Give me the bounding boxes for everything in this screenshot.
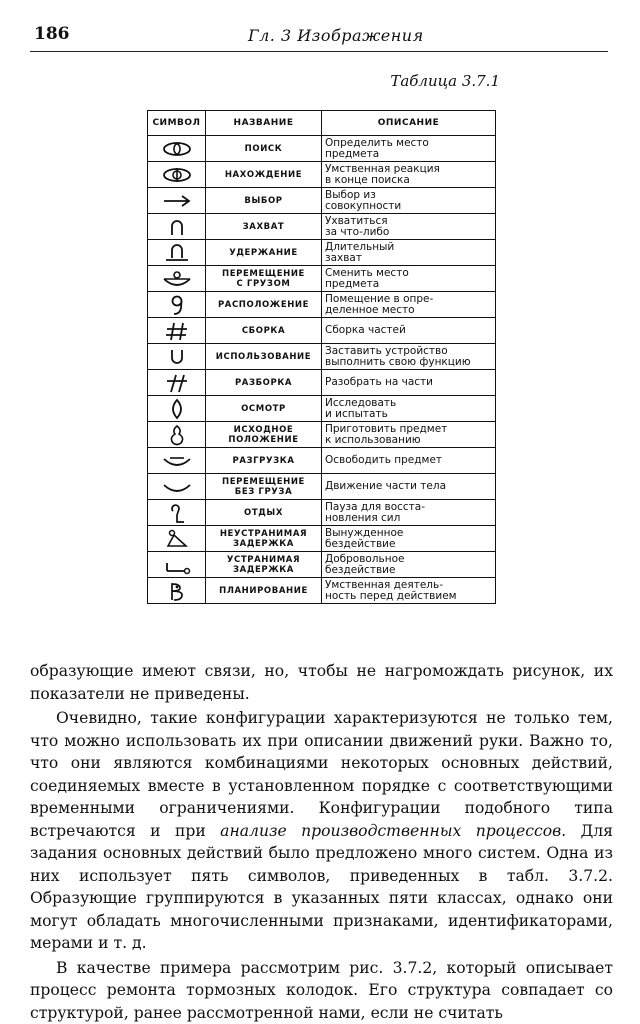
- column-header-name: НАЗВАНИЕ: [206, 111, 322, 136]
- column-header-symbol: СИМВОЛ: [148, 111, 206, 136]
- description-cell: Длительный захват: [322, 240, 496, 266]
- name-cell: УДЕРЖАНИЕ: [206, 240, 322, 266]
- table-row: [148, 188, 496, 214]
- table-row: [148, 578, 496, 604]
- table-row: [148, 344, 496, 370]
- name-cell: ПЕРЕМЕЩЕНИЕ БЕЗ ГРУЗА: [206, 474, 322, 500]
- symbol-cell: [148, 266, 206, 292]
- eye-with-pupil-icon: [157, 164, 197, 186]
- cup-icon: [157, 346, 197, 368]
- table-row: [148, 448, 496, 474]
- name-cell: ОТДЫХ: [206, 500, 322, 526]
- transport-empty-icon: [157, 476, 197, 498]
- description-cell: Освободить предмет: [322, 448, 496, 474]
- hold-icon: [157, 242, 197, 264]
- avoidable-delay-icon: [157, 554, 197, 576]
- symbol-cell: [148, 344, 206, 370]
- symbol-cell: [148, 448, 206, 474]
- description-cell: Приготовить предмет к использованию: [322, 422, 496, 448]
- unavoidable-delay-icon: [157, 528, 197, 550]
- table-row: [148, 396, 496, 422]
- description-cell: Умственная реакция в конце поиска: [322, 162, 496, 188]
- symbol-cell: [148, 214, 206, 240]
- name-cell: ИСПОЛЬЗОВАНИЕ: [206, 344, 322, 370]
- table-row: [148, 370, 496, 396]
- name-cell: ЗАХВАТ: [206, 214, 322, 240]
- page-number: 186: [34, 24, 70, 44]
- table-row: [148, 240, 496, 266]
- emphasis-production-analysis: анализе производственных процессов.: [220, 822, 566, 840]
- name-cell: РАСПОЛОЖЕНИЕ: [206, 292, 322, 318]
- name-cell: РАЗБОРКА: [206, 370, 322, 396]
- description-cell: Определить место предмета: [322, 136, 496, 162]
- release-icon: [157, 450, 197, 472]
- table-row: [148, 136, 496, 162]
- symbol-cell: [148, 500, 206, 526]
- name-cell: СБОРКА: [206, 318, 322, 344]
- symbol-cell: [148, 526, 206, 552]
- symbol-cell: [148, 370, 206, 396]
- name-cell: ОСМОТР: [206, 396, 322, 422]
- header-rule: [30, 51, 608, 52]
- symbols-table: [147, 110, 496, 604]
- paragraph-2: [30, 707, 613, 955]
- arch-icon: [157, 216, 197, 238]
- description-cell: Вынужденное бездействие: [322, 526, 496, 552]
- bowling-pin-icon: [157, 424, 197, 446]
- symbol-cell: [148, 162, 206, 188]
- table-row: [148, 422, 496, 448]
- table-row: [148, 552, 496, 578]
- table-row: [148, 500, 496, 526]
- description-cell: Заставить устройство выполнить свою функцию: [322, 344, 496, 370]
- body-text: [30, 660, 613, 1024]
- name-cell: НАХОЖДЕНИЕ: [206, 162, 322, 188]
- description-cell: Движение части тела: [322, 474, 496, 500]
- table-row: [148, 214, 496, 240]
- symbol-cell: [148, 292, 206, 318]
- symbol-cell: [148, 188, 206, 214]
- transport-loaded-icon: [157, 268, 197, 290]
- symbol-cell: [148, 396, 206, 422]
- table-row: [148, 318, 496, 344]
- symbol-cell: [148, 240, 206, 266]
- position-icon: [157, 294, 197, 316]
- description-cell: Исследовать и испытать: [322, 396, 496, 422]
- name-cell: УСТРАНИМАЯ ЗАДЕРЖКА: [206, 552, 322, 578]
- arrow-icon: [157, 190, 197, 212]
- assemble-icon: [157, 320, 197, 342]
- disassemble-icon: [157, 372, 197, 394]
- description-cell: Умственная деятель- ность перед действием: [322, 578, 496, 604]
- name-cell: ПЕРЕМЕЩЕНИЕ С ГРУЗОМ: [206, 266, 322, 292]
- table-header-row: [148, 111, 496, 136]
- eye-icon: [157, 138, 197, 160]
- description-cell: Выбор из совокупности: [322, 188, 496, 214]
- symbol-cell: [148, 578, 206, 604]
- name-cell: ПЛАНИРОВАНИЕ: [206, 578, 322, 604]
- description-cell: Добровольное бездействие: [322, 552, 496, 578]
- symbol-cell: [148, 552, 206, 578]
- table-row: [148, 474, 496, 500]
- description-cell: Разобрать на части: [322, 370, 496, 396]
- description-cell: Ухватиться за что-либо: [322, 214, 496, 240]
- table-row: [148, 162, 496, 188]
- paragraph-1: образующие имеют связи, но, чтобы не нагромождать рисунок, их показатели не приведены.: [30, 660, 613, 705]
- symbol-cell: [148, 318, 206, 344]
- running-head: Гл. 3 Изображения: [248, 26, 424, 45]
- name-cell: ИСХОДНОЕ ПОЛОЖЕНИЕ: [206, 422, 322, 448]
- name-cell: ВЫБОР: [206, 188, 322, 214]
- table-caption: Таблица 3.7.1: [390, 72, 500, 90]
- table-row: [148, 526, 496, 552]
- name-cell: РАЗГРУЗКА: [206, 448, 322, 474]
- rest-icon: [157, 502, 197, 524]
- description-cell: Помещение в опре- деленное место: [322, 292, 496, 318]
- description-cell: Пауза для восста- новления сил: [322, 500, 496, 526]
- lens-icon: [157, 398, 197, 420]
- table-row: [148, 266, 496, 292]
- symbol-cell: [148, 474, 206, 500]
- plan-icon: [157, 580, 197, 602]
- name-cell: ПОИСК: [206, 136, 322, 162]
- paragraph-2-end: Для задания основных действий было предложено много систем. Одна из них использует пять символов, приведенных в табл. 3.7.2. Образующие группируются в указанных пяти классах, однако они могут обладать многочисленными признаками, идентификаторами, мерами и т. д.: [30, 822, 613, 953]
- symbol-cell: [148, 136, 206, 162]
- column-header-description: ОПИСАНИЕ: [322, 111, 496, 136]
- name-cell: НЕУСТРАНИМАЯ ЗАДЕРЖКА: [206, 526, 322, 552]
- paragraph-2-start: Очевидно, такие конфигурации характеризуются не только тем, что можно использовать их при описании движений руки. Важно то, что они являются комбинациями некоторых основных действий, соединяемых вместе в установленном порядке с соответствующими временными ограничениями. Конфигурации подобного типа встречаются и при: [30, 709, 613, 840]
- table-row: [148, 292, 496, 318]
- description-cell: Сменить место предмета: [322, 266, 496, 292]
- symbol-cell: [148, 422, 206, 448]
- paragraph-3: В качестве примера рассмотрим рис. 3.7.2, который описывает процесс ремонта тормозных колодок. Его структура совпадает со структурой, ранее рассмотренной нами, если не считать: [30, 957, 613, 1024]
- description-cell: Сборка частей: [322, 318, 496, 344]
